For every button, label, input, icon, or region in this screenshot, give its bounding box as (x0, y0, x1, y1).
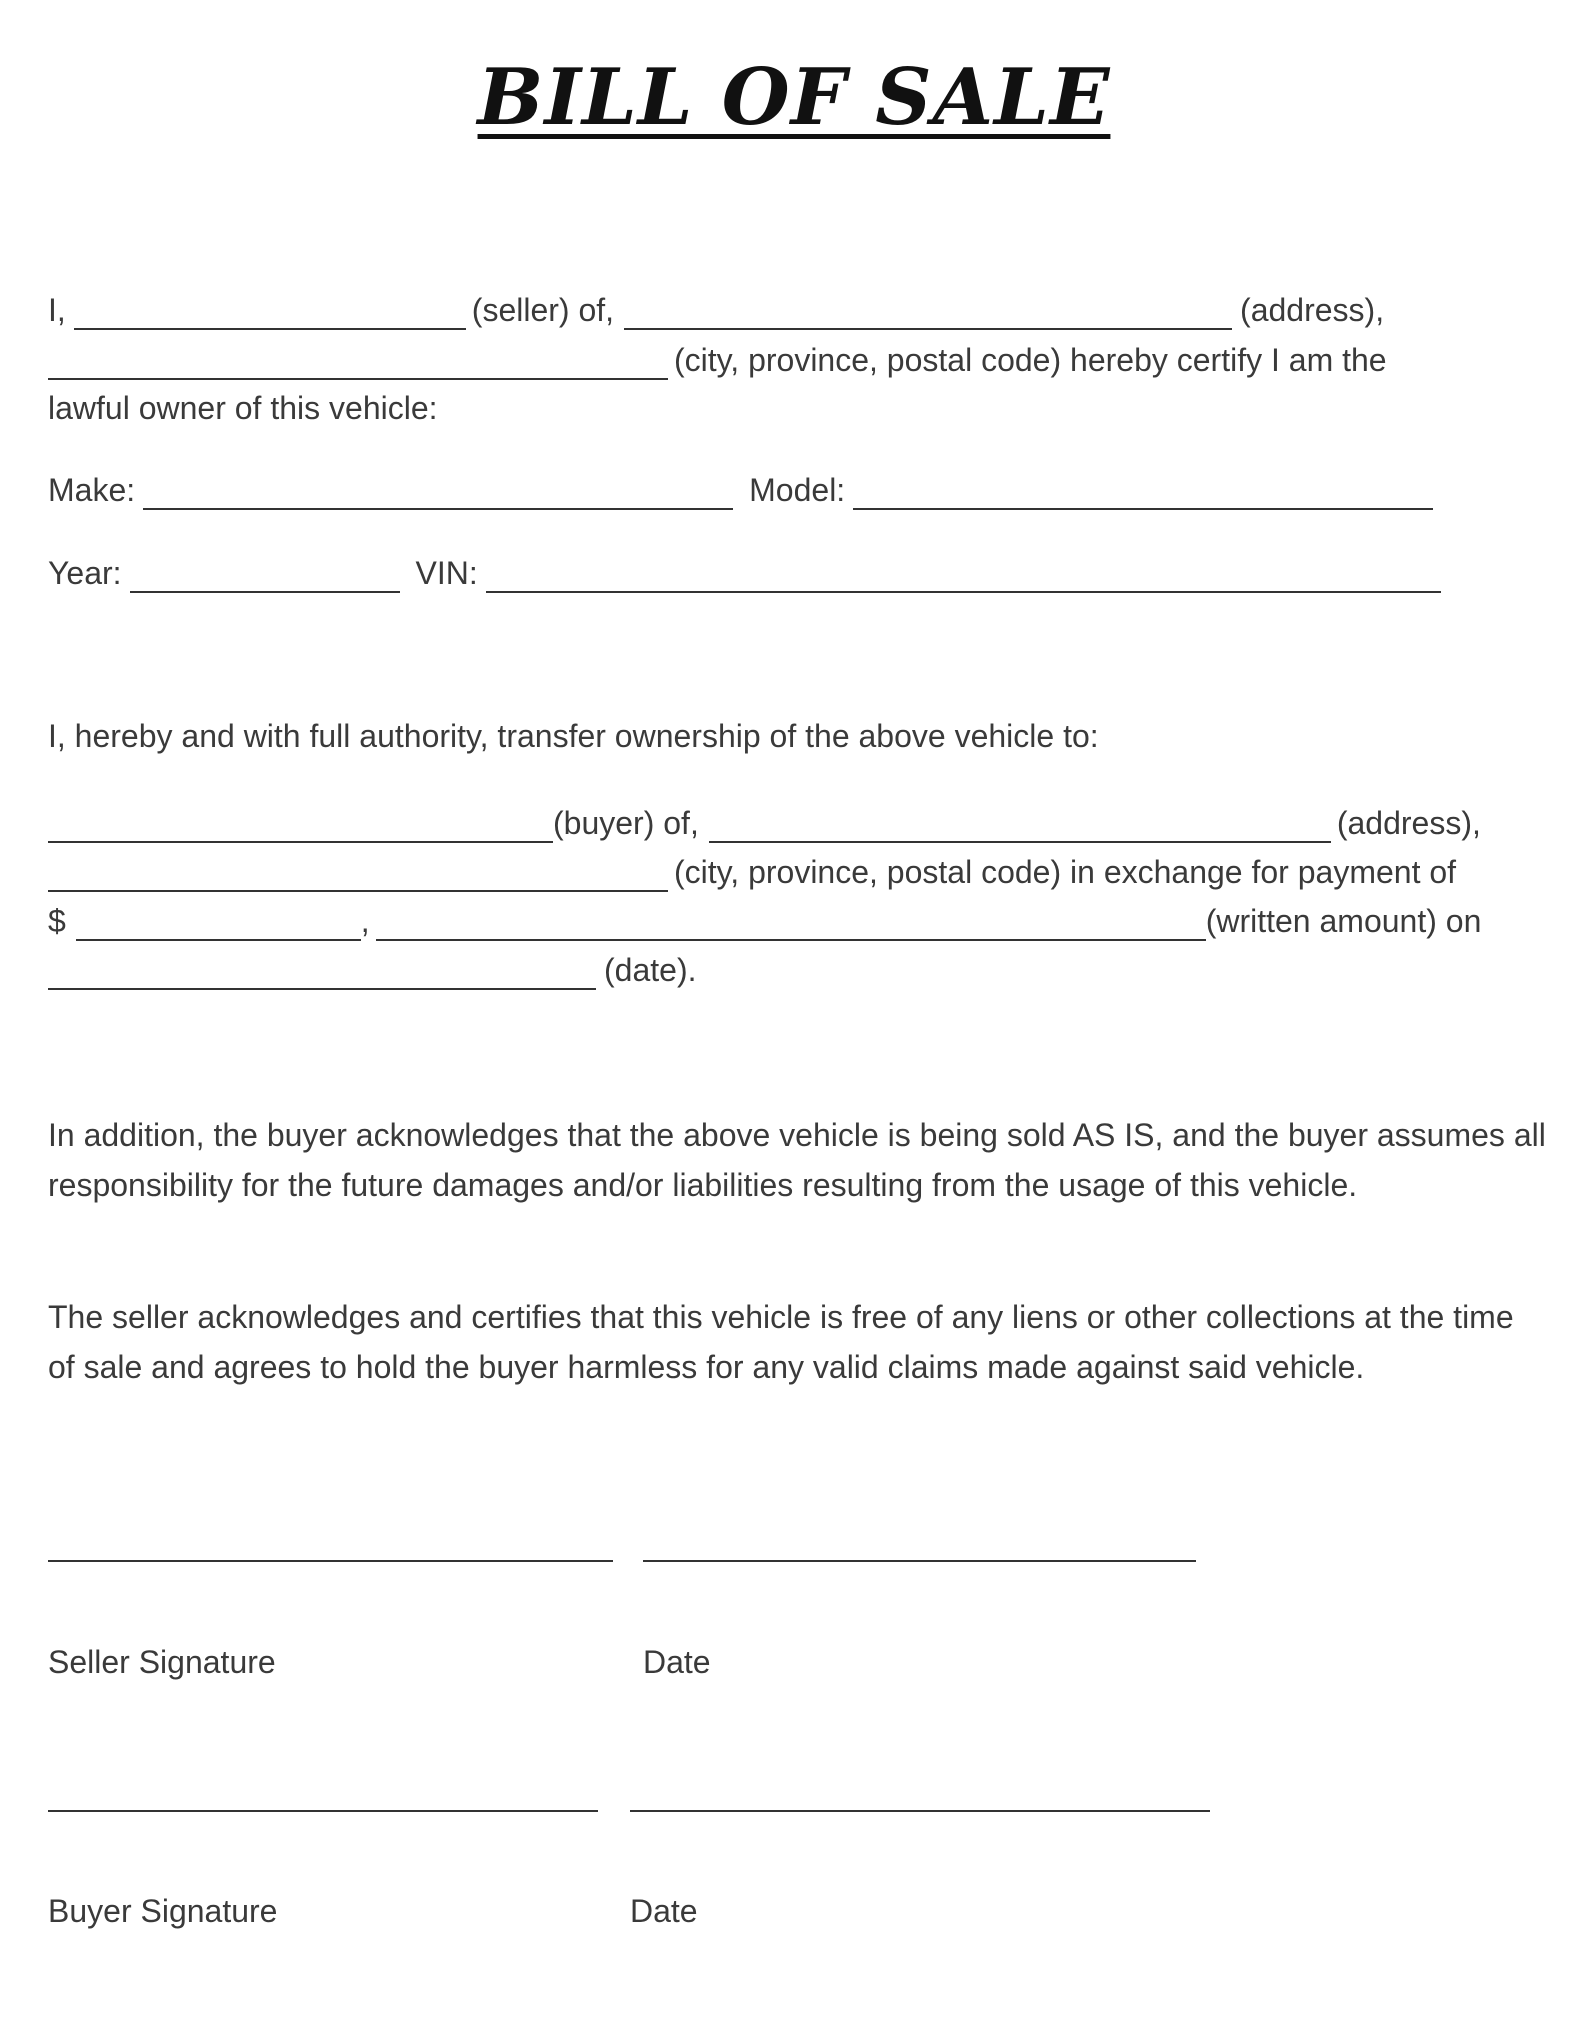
amount-comma: , (360, 903, 370, 939)
seller-address-label: (address), (1240, 292, 1385, 328)
year-vin-line (48, 543, 1441, 593)
buyer-name-field[interactable] (48, 805, 553, 843)
year-field[interactable] (130, 555, 400, 593)
make-field[interactable] (143, 472, 733, 510)
seller-label: (seller) of, (471, 292, 615, 328)
buyer-signature-line[interactable] (48, 1810, 598, 1812)
liens-paragraph: The seller acknowledges and certifies that this vehicle is free of any liens or other collections at the time of sale and agrees to hold the buyer harmless for any valid claims made against said vehicle. (48, 1299, 1514, 1385)
vin-label: VIN: (415, 555, 478, 591)
transfer-text: I, hereby and with full authority, transfer ownership of the above vehicle to: (48, 718, 1099, 754)
year-label: Year: (48, 555, 122, 591)
buyer-address-field[interactable] (709, 805, 1331, 843)
written-amount-label: (written amount) on (1205, 903, 1482, 939)
seller-line-3 (48, 378, 438, 428)
date-label: (date). (604, 952, 697, 988)
model-label: Model: (749, 472, 846, 508)
seller-line-1 (48, 280, 1384, 330)
vin-field[interactable] (486, 555, 1441, 593)
buyer-signature-label: Buyer Signature (48, 1893, 278, 1929)
seller-signature-line[interactable] (48, 1560, 613, 1562)
seller-name-field[interactable] (74, 292, 466, 330)
buyer-city-field[interactable] (48, 854, 668, 892)
seller-address-field[interactable] (624, 292, 1232, 330)
seller-line-2 (48, 330, 1387, 380)
seller-date-line[interactable] (643, 1560, 1196, 1562)
buyer-date-line[interactable] (630, 1810, 1210, 1812)
as-is-paragraph: In addition, the buyer acknowledges that the above vehicle is being sold AS IS, and the buyer assumes all responsibility for the future damages and/or liabilities resulting from the usage of this vehicle. (48, 1117, 1546, 1203)
owner-text: lawful owner of this vehicle: (48, 390, 438, 426)
buyer-line-2 (48, 842, 1456, 892)
buyer-line-4 (48, 940, 696, 990)
make-model-line (48, 460, 1433, 510)
seller-city-field[interactable] (48, 342, 668, 380)
transfer-line (48, 706, 1099, 756)
seller-date-label: Date (643, 1644, 711, 1680)
buyer-date-label: Date (630, 1893, 698, 1929)
seller-city-label: (city, province, postal code) hereby certify I am the (674, 342, 1387, 378)
written-amount-field[interactable] (376, 903, 1206, 941)
seller-signature-label: Seller Signature (48, 1644, 276, 1680)
amount-field[interactable] (76, 903, 361, 941)
make-label: Make: (48, 472, 136, 508)
buyer-label: (buyer) of, (553, 805, 699, 841)
sale-date-field[interactable] (48, 952, 596, 990)
buyer-address-label: (address), (1336, 805, 1481, 841)
buyer-city-label: (city, province, postal code) in exchange for payment of (674, 854, 1457, 890)
model-field[interactable] (853, 472, 1433, 510)
buyer-line-1 (48, 793, 1481, 843)
buyer-line-3 (48, 891, 1481, 941)
document-title: BILL OF SALE (477, 52, 1111, 143)
dollar-sign: $ (48, 903, 66, 939)
i-prefix: I, (48, 292, 66, 328)
